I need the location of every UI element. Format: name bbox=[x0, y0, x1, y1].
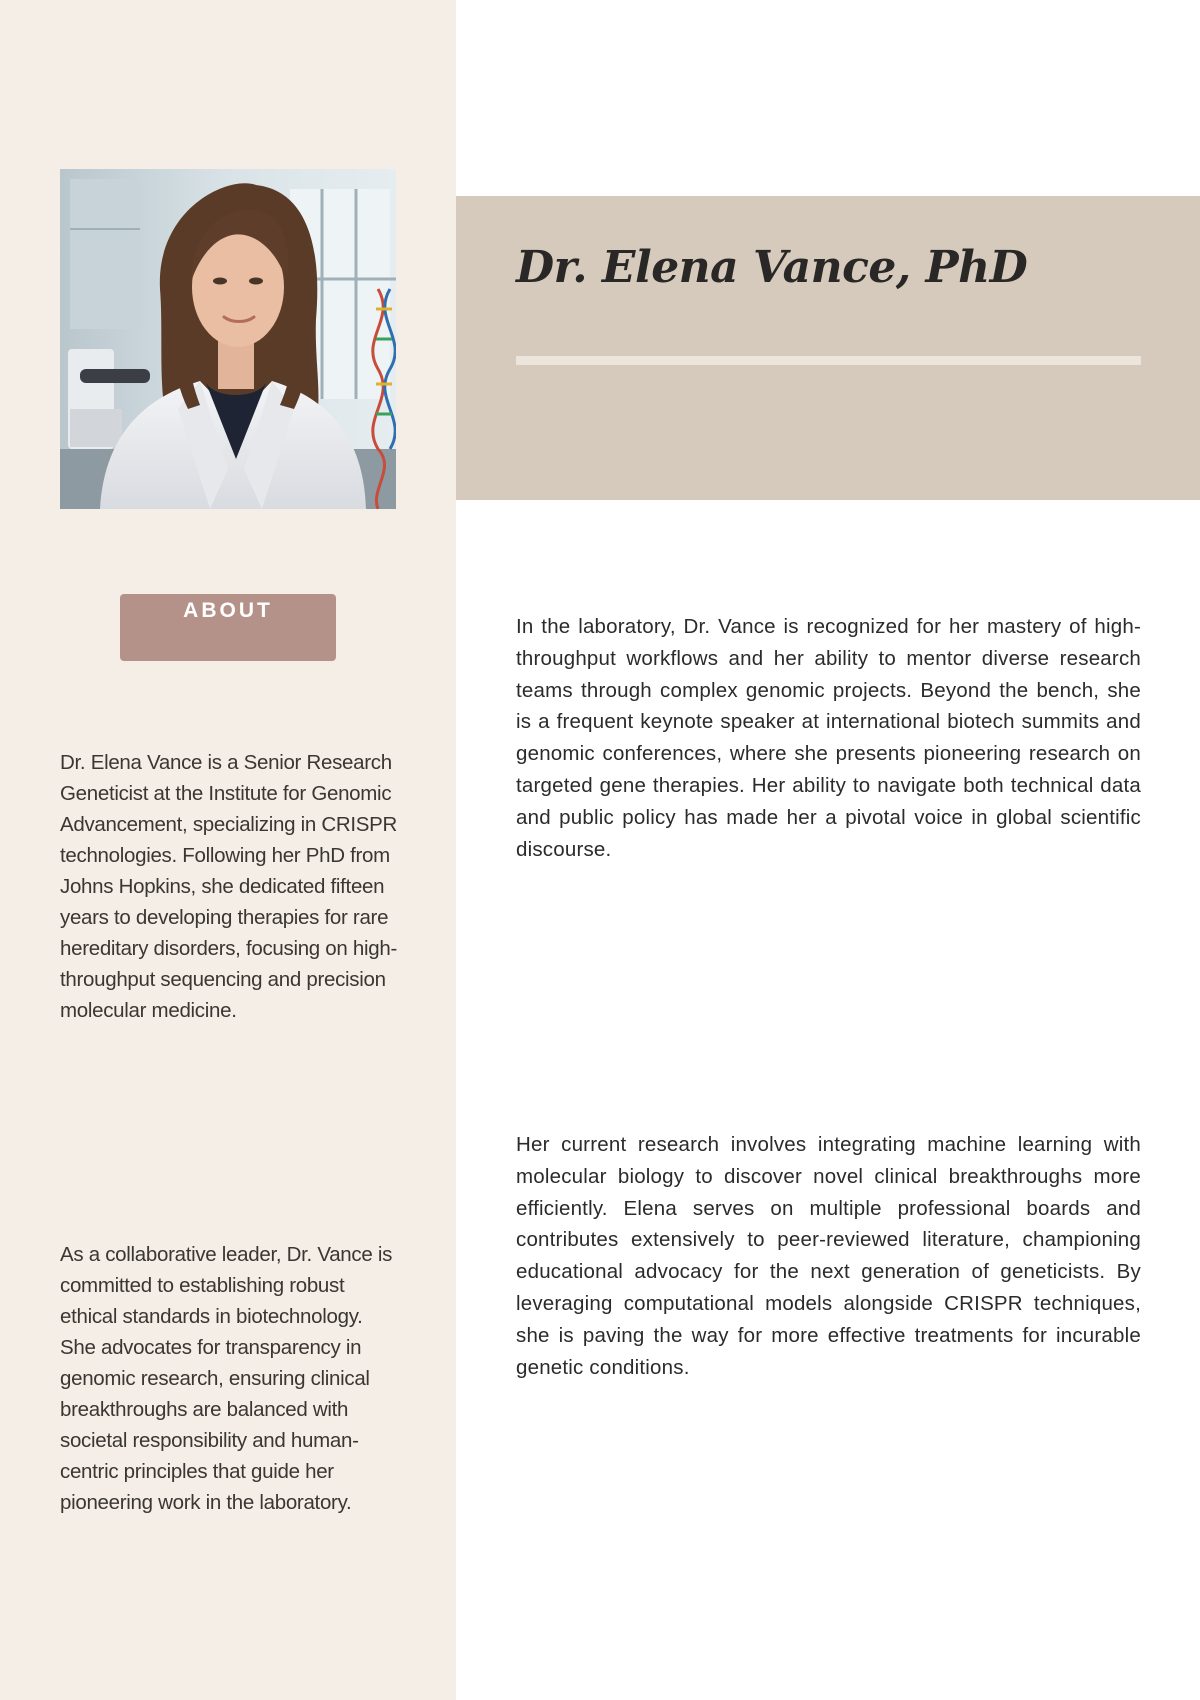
main-bio-paragraph-1: In the laboratory, Dr. Vance is recognized for her mastery of high-throughput workflows and her ability to mentor diverse research teams through complex genomic projects. Beyond the bench, she is a frequent keynote speaker at international biotech summits and genomic conferences, where she presents pioneering research on targeted gene therapies. Her ability to navigate both technical data and public policy has made her a pivotal voice in global scientific discourse. bbox=[516, 615, 1141, 861]
portrait-illustration bbox=[60, 169, 396, 509]
sidebar-bio-paragraph-2: As a collaborative leader, Dr. Vance is committed to establishing robust ethical standards in biotechnology. She advocates for transparency in genomic research, ensuring clinical breakthroughs are balanced with societal responsibility and human-centric principles that guide her pioneering work in the laboratory. bbox=[60, 1243, 393, 1514]
profile-photo bbox=[60, 169, 396, 509]
about-section-button[interactable] bbox=[120, 594, 336, 661]
page-title: Dr. Elena Vance, PhD bbox=[516, 242, 1028, 293]
main-bio-paragraph-2: Her current research involves integrating machine learning with molecular biology to discover novel clinical breakthroughs more efficiently. Elena serves on multiple professional boards and contributes extensively to peer-reviewed literature, championing educational advocacy for the next generation of geneticists. By leveraging computational models alongside CRISPR techniques, she is paving the way for more effective treatments for incurable genetic conditions. bbox=[516, 1133, 1141, 1379]
title-divider bbox=[516, 356, 1141, 365]
sidebar-bio-paragraph-1: Dr. Elena Vance is a Senior Research Geneticist at the Institute for Genomic Advancement, specializing in CRISPR technologies. Following her PhD from Johns Hopkins, she dedicated fifteen years to developing therapies for rare hereditary disorders, focusing on high-throughput sequencing and precision molecular medicine. bbox=[60, 751, 398, 1022]
name-header-band bbox=[456, 196, 1200, 500]
sidebar bbox=[0, 0, 456, 1700]
about-section-button-label: ABOUT bbox=[183, 599, 273, 622]
